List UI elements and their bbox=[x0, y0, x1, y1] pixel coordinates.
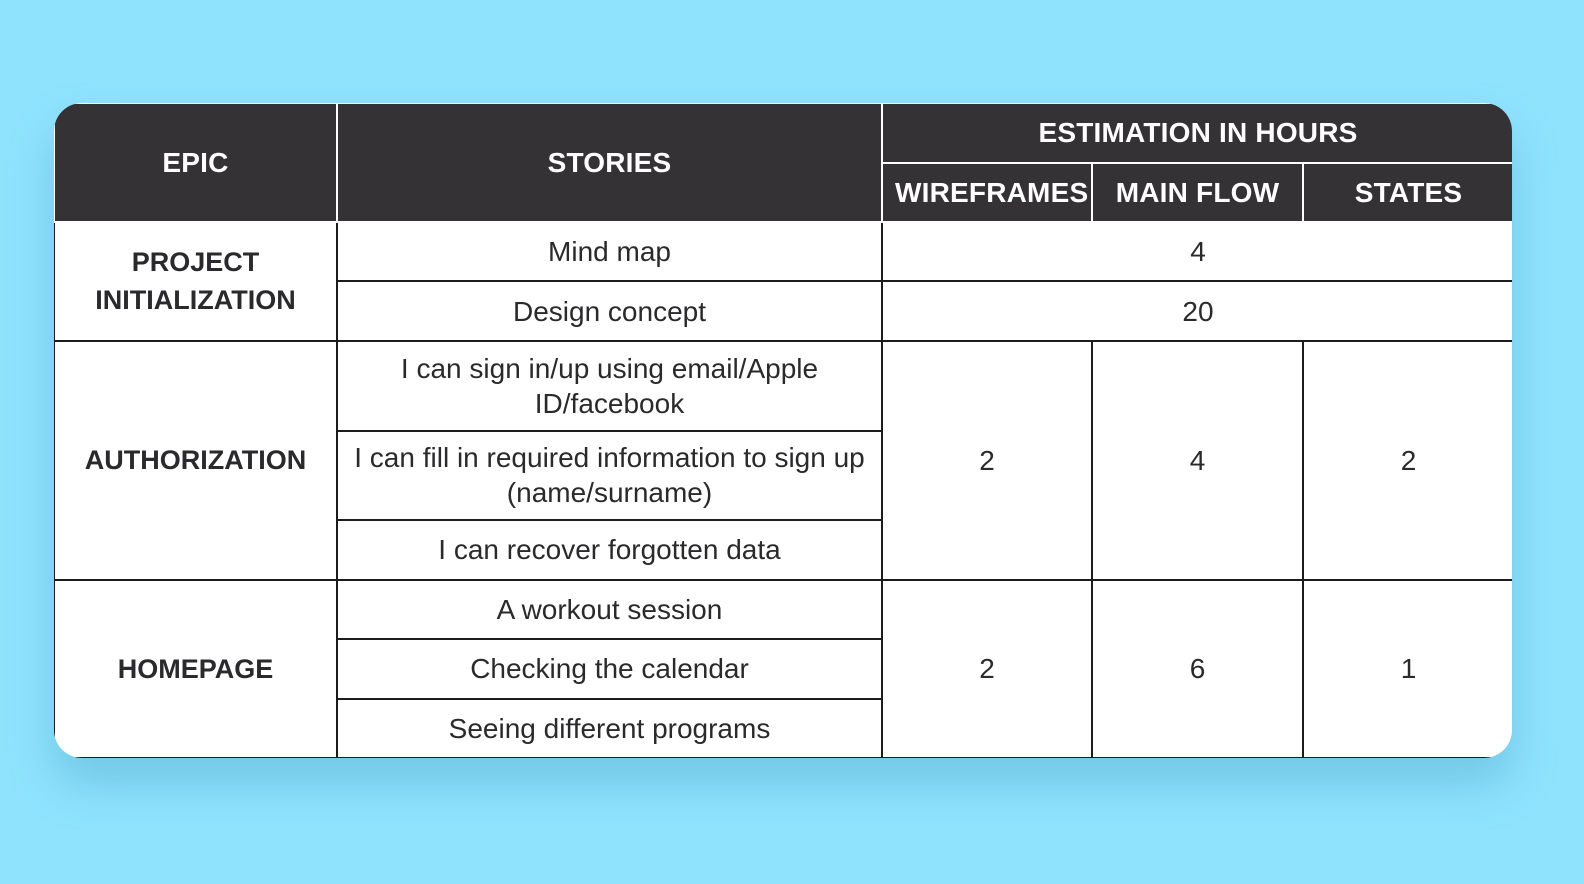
estimate-cell: 4 bbox=[882, 222, 1512, 281]
header-estimation: ESTIMATION IN HOURS bbox=[882, 103, 1512, 163]
story-cell: Design concept bbox=[337, 281, 882, 340]
story-cell: A workout session bbox=[337, 580, 882, 639]
story-cell: I can sign in/up using email/Apple ID/facebook bbox=[337, 341, 882, 431]
table-row bbox=[54, 341, 1512, 431]
estimation-table bbox=[54, 103, 1512, 758]
wireframes-cell: 2 bbox=[882, 580, 1092, 758]
table-row bbox=[54, 580, 1512, 639]
story-cell: Mind map bbox=[337, 222, 882, 281]
wireframes-cell: 2 bbox=[882, 341, 1092, 580]
table-row bbox=[54, 222, 1512, 281]
states-cell: 2 bbox=[1303, 341, 1512, 580]
header-main-flow: MAIN FLOW bbox=[1092, 163, 1303, 222]
epic-cell: AUTHORIZATION bbox=[54, 341, 337, 580]
header-epic: EPIC bbox=[54, 103, 337, 222]
main-flow-cell: 4 bbox=[1092, 341, 1303, 580]
header-wireframes: WIREFRAMES bbox=[882, 163, 1092, 222]
story-cell: Seeing different programs bbox=[337, 699, 882, 759]
story-cell: I can recover forgotten data bbox=[337, 520, 882, 579]
estimation-table-card bbox=[54, 103, 1512, 758]
story-cell: Checking the calendar bbox=[337, 639, 882, 698]
header-stories: STORIES bbox=[337, 103, 882, 222]
header-states: STATES bbox=[1303, 163, 1512, 222]
main-flow-cell: 6 bbox=[1092, 580, 1303, 758]
epic-cell: HOMEPAGE bbox=[54, 580, 337, 758]
states-cell: 1 bbox=[1303, 580, 1512, 758]
estimate-cell: 20 bbox=[882, 281, 1512, 340]
epic-cell: PROJECT INITIALIZATION bbox=[54, 222, 337, 341]
story-cell: I can fill in required information to sign up (name/surname) bbox=[337, 431, 882, 521]
